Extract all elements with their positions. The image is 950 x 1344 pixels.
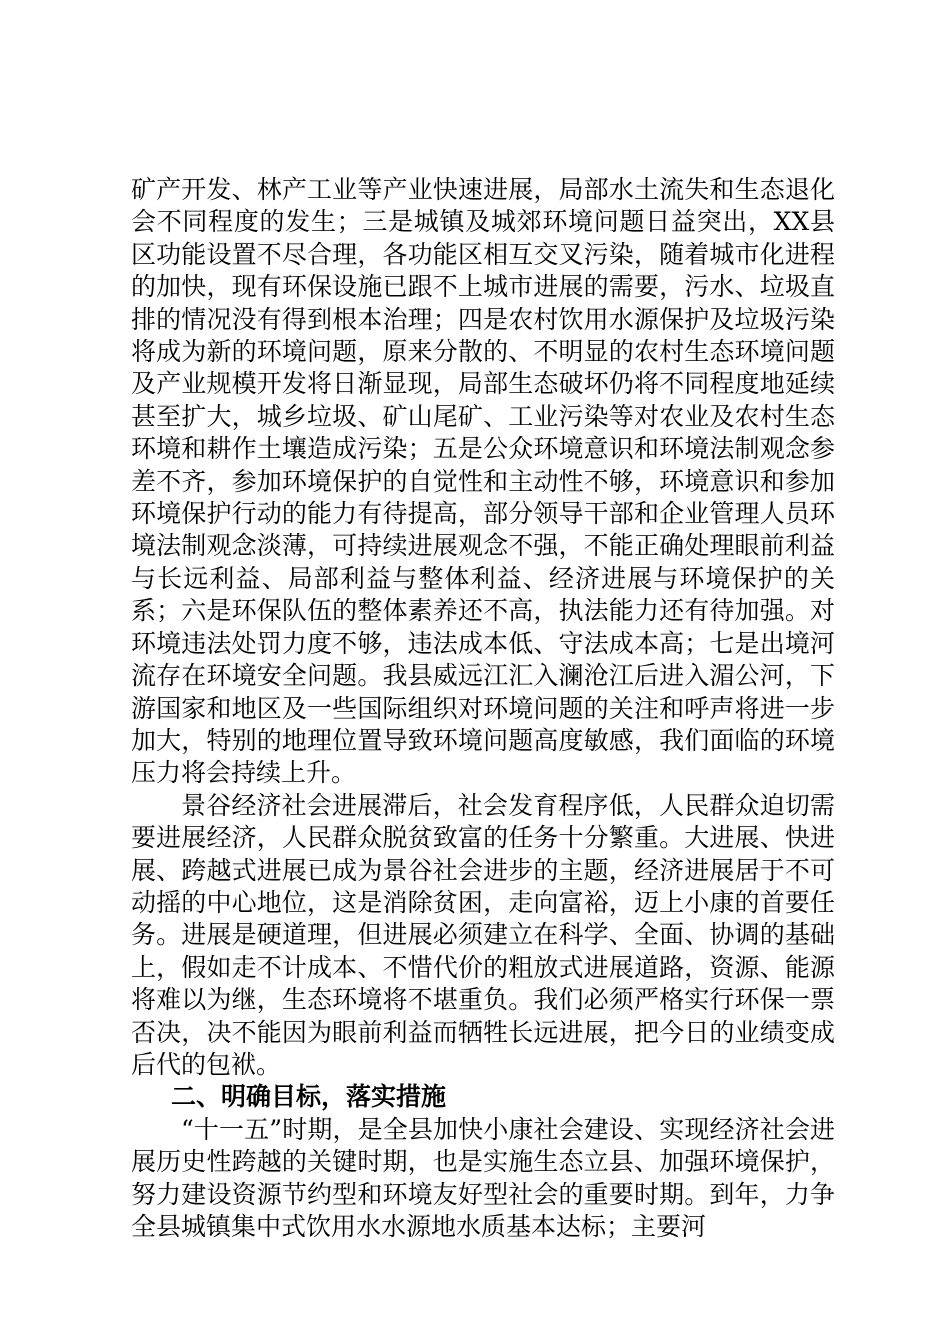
paragraph-development-priority: 景谷经济社会进展滞后，社会发育程序低，人民群众迫切需要进展经济，人民群众脱贫致富的任务十分繁重。大进展、快进展、跨越式进展已成为景谷社会进步的主题，经济进展居于不可动摇的中心地位，这是消除贫困，走向富裕，迈上小康的首要任务。进展是硬道理，但进展必须建立在科学、全面、协调的基础上，假如走不计成本、不惜代价的粗放式进展道路，资源、能源将难以为继，生态环境将不堪重负。我们必须严格实行环保一票否决，决不能因为眼前利益而牺牲长远进展，把今日的业绩变成后代的包袱。 <box>131 790 835 1079</box>
paragraph-environment-problems: 矿产开发、林产工业等产业快速进展，局部水土流失和生态退化会不同程度的发生；三是城镇及城郊环境问题日益突出，XX县区功能设置不尽合理，各功能区相互交叉污染，随着城市化进程的加快，现有环保设施已跟不上城市进展的需要，污水、垃圾直排的情况没有得到根本治理；四是农村饮用水源保护及垃圾污染将成为新的环境问题，原来分散的、不明显的农村生态环境问题及产业规模开发将日渐显现，局部生态破坏仍将不同程度地延续甚至扩大，城乡垃圾、矿山尾矿、工业污染等对农业及农村生态环境和耕作土壤造成污染；五是公众环境意识和环境法制观念参差不齐，参加环境保护的自觉性和主动性不够，环境意识和参加环境保护行动的能力有待提高，部分领导干部和企业管理人员环境法制观念淡薄，可持续进展观念不强，不能正确处理眼前利益与长远利益、局部利益与整体利益、经济进展与环境保护的关系；六是环保队伍的整体素养还不高，执法能力还有待加强。对环境违法处罚力度不够，违法成本低、守法成本高；七是出境河流存在环境安全问题。我县威远江汇入澜沧江后进入湄公河，下游国家和地区及一些国际组织对环境问题的关注和呼声将进一步加大，特别的地理位置导致环境问题高度敏感，我们面临的环境压力将会持续上升。 <box>131 175 835 788</box>
section-heading: 二、明确目标，落实措施 <box>171 1082 447 1112</box>
document-body <box>131 174 835 1243</box>
paragraph-eleventh-five-year-plan: “十一五”时期，是全县加快小康社会建设、实现经济社会进展历史性跨越的关键时期，也是实施生态立县、加强环境保护，努力建设资源节约型和环境友好型社会的重要时期。到年，力争全县城镇集中式饮用水水源地水质基本达标；主要河 <box>131 1114 835 1241</box>
